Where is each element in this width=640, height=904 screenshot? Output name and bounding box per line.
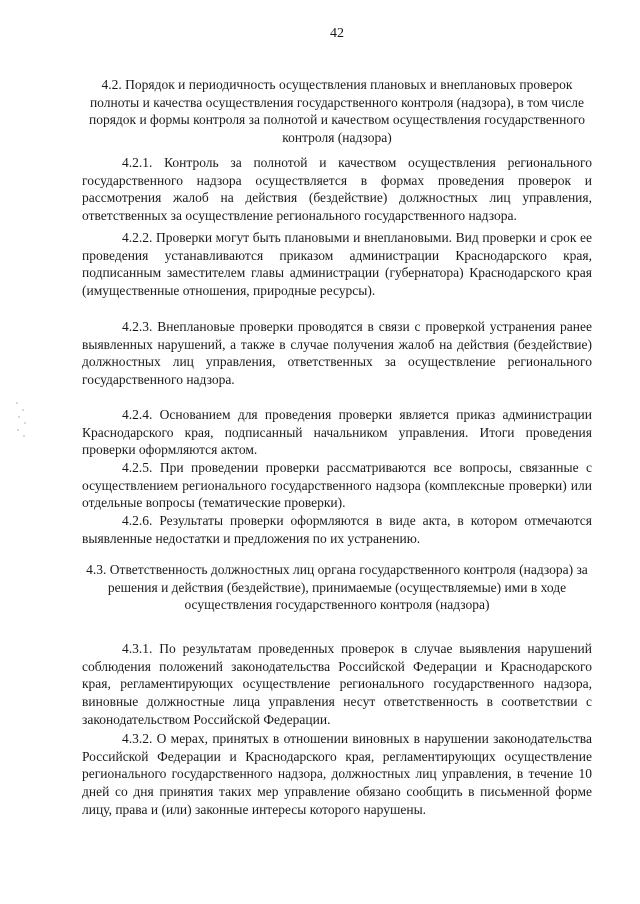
paragraph-4-2-5: 4.2.5. При проведении проверки рассматриваются все вопросы, связанные с осуществлением регионального государственного надзора (комплексные проверки) или отдельные вопросы (тематические проверки). — [82, 460, 592, 511]
paragraph-4-2-3: 4.2.3. Внеплановые проверки проводятся в связи с проверкой устранения ранее выявленных нарушений, а также в случае получения жалоб на действия (бездействие) должностных лиц управления, ответственных за осуществление регионального государственного надзора. — [82, 319, 592, 388]
paragraph-4-2-2: 4.2.2. Проверки могут быть плановыми и внеплановыми. Вид проверки и срок ее проведения устанавливаются приказом администрации Краснодарского края, подписанным заместителем главы администрации (губернатора) Краснодарского края (имущественные отношения, природные ресурсы). — [82, 230, 592, 299]
page-number: 42 — [330, 26, 344, 41]
section-heading-4-2: 4.2. Порядок и периодичность осуществления плановых и внеплановых проверок полноты и качества осуществления государственного контроля (надзора), в том числе порядок и формы контроля за полнотой и качеством осуществления государственного контроля (надзора) — [88, 77, 586, 145]
paragraph-4-3-1: 4.3.1. По результатам проведенных проверок в случае выявления нарушений соблюдения положений законодательства Российской Федерации и Краснодарского края, регламентирующих осуществление регионального государственного надзора, виновные должностные лица управления несут ответственность в соответствии с законодательством Российской Федерации. — [82, 641, 592, 727]
paragraph-4-2-1: 4.2.1. Контроль за полнотой и качеством осуществления регионального государственного надзора осуществляется в формах проведения проверок и рассмотрения жалоб на действия (бездействие) должностных лиц управления, ответственных за осуществление регионального государственного надзора. — [82, 155, 592, 224]
paragraph-4-2-4: 4.2.4. Основанием для проведения проверки является приказ администрации Краснодарского края, подписанный начальником управления. Итоги проведения проверки оформляются актом. — [82, 407, 592, 458]
section-heading-4-3: 4.3. Ответственность должностных лиц органа государственного контроля (надзора) за решения и действия (бездействие), принимаемые (осуществляемые) ими в ходе осуществления государственного контроля (надзора) — [86, 562, 588, 612]
paragraph-4-2-6: 4.2.6. Результаты проверки оформляются в виде акта, в котором отмечаются выявленные недостатки и предложения по их устранению. — [82, 513, 592, 546]
scan-artifact — [14, 400, 28, 440]
paragraph-4-3-2: 4.3.2. О мерах, принятых в отношении виновных в нарушении законодательства Российской Федерации и Краснодарского края, регламентирующих осуществление регионального государственного надзора, должностных лиц управления, в течение 10 дней со дня принятия таких мер управление обязано сообщить в письменной форме лицу, права и (или) законные интересы которого нарушены. — [82, 731, 592, 817]
